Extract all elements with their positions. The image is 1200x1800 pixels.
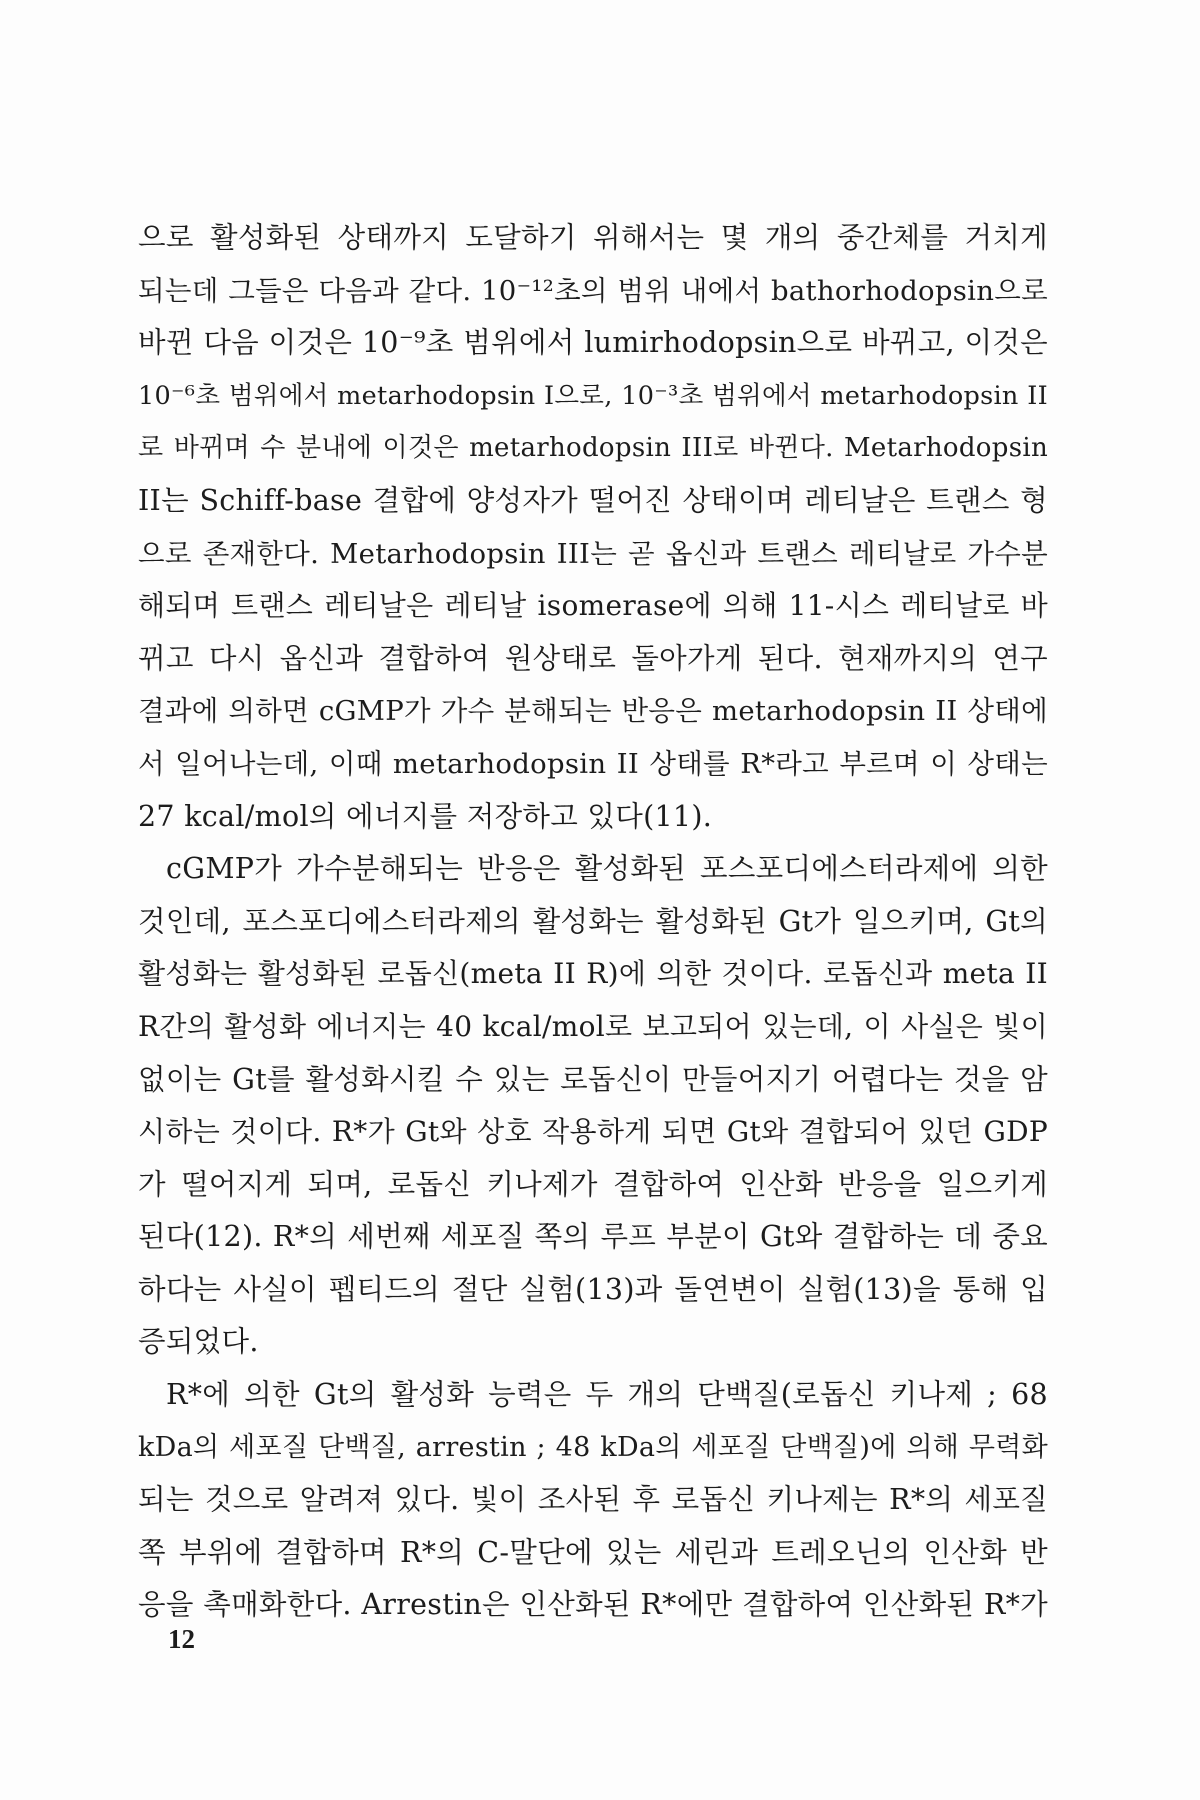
text-line: 증되었다. xyxy=(138,1325,259,1359)
paragraph-1 xyxy=(138,212,1048,843)
text-line: 바뀐 다음 이것은 10⁻⁹초 범위에서 lumirhodopsin으로 바뀌고, 이것은 xyxy=(138,326,1048,360)
text-line: 뀌고 다시 옵신과 결합하여 원상태로 돌아가게 된다. 현재까지의 연구 xyxy=(138,641,1048,675)
text-line: 된다(12). R*의 세번째 세포질 쪽의 루프 부분이 Gt와 결합하는 데 중요 xyxy=(138,1220,1048,1254)
text-line: 되는데 그들은 다음과 같다. 10⁻¹²초의 범위 내에서 bathorhodopsin으로 xyxy=(138,274,1048,307)
text-line: 활성화는 활성화된 로돕신(meta II R)에 의한 것이다. 로돕신과 meta II xyxy=(138,957,1048,991)
text-line: 로 바뀌며 수 분내에 이것은 metarhodopsin III로 바뀐다. Metarhodopsin xyxy=(138,433,1048,464)
paragraph-3 xyxy=(138,1369,1048,1632)
text-line: 없이는 Gt를 활성화시킬 수 있는 로돕신이 만들어지기 어렵다는 것을 암 xyxy=(138,1062,1048,1096)
text-line: R간의 활성화 에너지는 40 kcal/mol로 보고되어 있는데, 이 사실은 빛이 xyxy=(138,1009,1048,1043)
text-line: 으로 존재한다. Metarhodopsin III는 곧 옵신과 트랜스 레티날로 가수분 xyxy=(138,537,1048,570)
text-line: R*에 의한 Gt의 활성화 능력은 두 개의 단백질(로돕신 키나제 ; 68 xyxy=(166,1378,1048,1412)
text-line: 10⁻⁶초 범위에서 metarhodopsin I으로, 10⁻³초 범위에서 metarhodopsin II xyxy=(138,380,1048,411)
text-line: 응을 촉매화한다. Arrestin은 인산화된 R*에만 결합하여 인산화된 R*가 xyxy=(138,1588,1048,1622)
text-line: 것인데, 포스포디에스터라제의 활성화는 활성화된 Gt가 일으키며, Gt의 xyxy=(138,904,1048,938)
text-line: 27 kcal/mol의 에너지를 저장하고 있다(11). xyxy=(138,799,713,833)
text-line: 되는 것으로 알려져 있다. 빛이 조사된 후 로돕신 키나제는 R*의 세포질 xyxy=(138,1483,1048,1517)
text-line: 해되며 트랜스 레티날은 레티날 isomerase에 의해 11-시스 레티날로 바 xyxy=(138,589,1048,623)
text-line: kDa의 세포질 단백질, arrestin ; 48 kDa의 세포질 단백질)에 의해 무력화 xyxy=(138,1431,1048,1463)
page-number: 12 xyxy=(168,1624,195,1654)
text-line: 가 떨어지게 되며, 로돕신 키나제가 결합하여 인산화 반응을 일으키게 xyxy=(138,1167,1048,1201)
text-line: 하다는 사실이 펩티드의 절단 실험(13)과 돌연변이 실험(13)을 통해 입 xyxy=(138,1272,1048,1306)
text-line: 서 일어나는데, 이때 metarhodopsin II 상태를 R*라고 부르며 이 상태는 xyxy=(138,747,1048,780)
text-line: cGMP가 가수분해되는 반응은 활성화된 포스포디에스터라제에 의한 xyxy=(166,852,1048,886)
text-line: 결과에 의하면 cGMP가 가수 분해되는 반응은 metarhodopsin II 상태에 xyxy=(138,695,1048,728)
text-line: 쪽 부위에 결합하며 R*의 C-말단에 있는 세린과 트레오닌의 인산화 반 xyxy=(138,1535,1048,1569)
body-text xyxy=(138,212,1048,1632)
text-line: 으로 활성화된 상태까지 도달하기 위해서는 몇 개의 중간체를 거치게 xyxy=(138,221,1048,254)
text-line: 시하는 것이다. R*가 Gt와 상호 작용하게 되면 Gt와 결합되어 있던 GDP xyxy=(138,1115,1048,1149)
paragraph-2 xyxy=(138,843,1048,1369)
text-line: II는 Schiff-base 결합에 양성자가 떨어진 상태이며 레티날은 트랜스 형 xyxy=(138,483,1048,517)
